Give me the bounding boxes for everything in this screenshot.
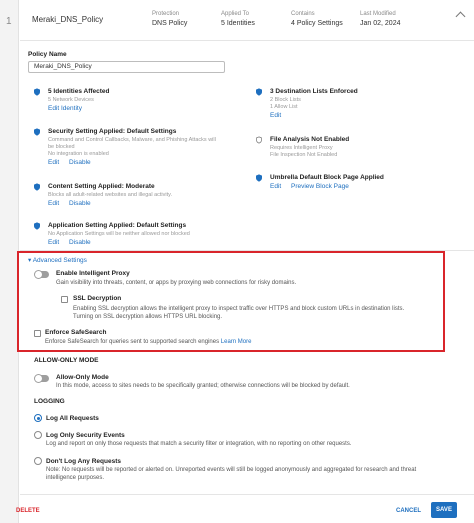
- delete-button[interactable]: DELETE: [16, 508, 40, 514]
- feature-destinations-sub2: 1 Allow List: [270, 104, 298, 110]
- log-security-events-title: Log Only Security Events: [46, 432, 125, 439]
- enforce-safesearch-checkbox[interactable]: [34, 330, 41, 337]
- dont-log-desc1: Note: No requests will be reported or alerted on. Unreported events will still be logged anonymously and aggregated for research and threat: [46, 467, 417, 473]
- disable-application-link[interactable]: Disable: [69, 239, 91, 246]
- policy-name-input[interactable]: Meraki_DNS_Policy: [28, 61, 225, 73]
- applied-to-value: 5 Identities: [221, 20, 255, 27]
- feature-identities-sub: 5 Network Devices: [48, 97, 94, 103]
- log-all-requests-radio[interactable]: [34, 414, 42, 422]
- disable-content-link[interactable]: Disable: [69, 200, 91, 207]
- allow-only-toggle[interactable]: [35, 375, 49, 382]
- enforce-safesearch-desc: Enforce SafeSearch for queries sent to supported search engines: [45, 339, 220, 345]
- footer-divider: [20, 494, 474, 495]
- shield-icon: [34, 183, 40, 191]
- feature-file-analysis-title: File Analysis Not Enabled: [270, 136, 350, 143]
- preview-block-page-link[interactable]: Preview Block Page: [291, 183, 349, 190]
- allow-only-heading: ALLOW-ONLY MODE: [34, 357, 99, 364]
- shield-icon: [34, 128, 40, 136]
- feature-content-title: Content Setting Applied: Moderate: [48, 183, 155, 190]
- protection-label: Protection: [152, 11, 180, 17]
- applied-to-label: Applied To: [221, 11, 249, 17]
- feature-security-title: Security Setting Applied: Default Settings: [48, 128, 177, 135]
- feature-security-sub2: be blocked: [48, 144, 75, 150]
- intelligent-proxy-toggle[interactable]: [35, 271, 49, 278]
- edit-security-link[interactable]: Edit: [48, 159, 60, 166]
- ssl-decryption-checkbox[interactable]: [61, 296, 68, 303]
- intelligent-proxy-desc: Gain visibility into threats, content, or apps by proxying web connections for risky domains.: [56, 280, 297, 286]
- shield-icon: [256, 88, 262, 96]
- save-button[interactable]: SAVE: [431, 502, 457, 518]
- feature-security-sub3: No integration is enabled: [48, 151, 109, 157]
- advanced-settings-label: Advanced Settings: [32, 257, 87, 264]
- edit-content-link[interactable]: Edit: [48, 200, 60, 207]
- dont-log-title: Don't Log Any Requests: [46, 458, 121, 465]
- disable-security-link[interactable]: Disable: [69, 159, 91, 166]
- edit-block-page-link[interactable]: Edit: [270, 183, 282, 190]
- applied-to-column: [221, 10, 255, 29]
- feature-umbrella-title: Umbrella Default Block Page Applied: [270, 174, 384, 181]
- shield-icon: [256, 174, 262, 182]
- edit-identity-link[interactable]: Edit Identity: [48, 105, 82, 112]
- shield-icon: [34, 88, 40, 96]
- contains-value: 4 Policy Settings: [291, 20, 343, 27]
- feature-identities-title: 5 Identities Affected: [48, 88, 110, 95]
- feature-destinations-title: 3 Destination Lists Enforced: [270, 88, 358, 95]
- feature-file-analysis-sub2: File Inspection Not Enabled: [270, 152, 338, 158]
- allow-only-desc: In this mode, access to sites needs to be specifically granted; otherwise connections will be blocked by default.: [56, 383, 350, 389]
- dont-log-radio[interactable]: [34, 457, 42, 465]
- log-all-requests-title: Log All Requests: [46, 415, 99, 422]
- shield-icon: [34, 222, 40, 230]
- feature-application-title: Application Setting Applied: Default Settings: [48, 222, 187, 229]
- logging-heading: LOGGING: [34, 398, 65, 405]
- last-modified-label: Last Modified: [360, 11, 396, 17]
- ssl-decryption-desc2: Turning on SSL decryption allows HTTPS URL blocking.: [73, 314, 223, 320]
- protection-column: [152, 10, 187, 29]
- edit-application-link[interactable]: Edit: [48, 239, 60, 246]
- contains-label: Contains: [291, 11, 315, 17]
- chevron-up-icon[interactable]: [456, 12, 466, 22]
- cancel-button[interactable]: CANCEL: [396, 508, 421, 514]
- feature-security-sub1: Command and Control Callbacks, Malware, and Phishing Attacks will: [48, 137, 216, 143]
- feature-destinations-sub1: 2 Block Lists: [270, 97, 301, 103]
- last-modified-value: Jan 02, 2024: [360, 20, 401, 27]
- learn-more-link[interactable]: Learn More: [220, 339, 252, 345]
- allow-only-title: Allow-Only Mode: [56, 374, 109, 381]
- policy-header-name: Meraki_DNS_Policy: [32, 15, 104, 24]
- advanced-settings-toggle[interactable]: [28, 256, 87, 264]
- feature-application-sub: No Application Settings will be neither allowed nor blocked: [48, 231, 190, 237]
- intelligent-proxy-title: Enable Intelligent Proxy: [56, 270, 130, 277]
- log-security-events-desc: Log and report on only those requests that match a security filter or integration, with no reporting on other requests.: [46, 441, 352, 447]
- ssl-decryption-desc1: Enabling SSL decryption allows the intelligent proxy to inspect traffic over HTTPS and block custom URLs in destination lists.: [73, 306, 405, 312]
- log-security-events-radio[interactable]: [34, 431, 42, 439]
- caret-down-icon: ▾: [28, 257, 32, 264]
- policy-header[interactable]: [20, 0, 474, 41]
- ssl-decryption-title: SSL Decryption: [73, 295, 122, 302]
- feature-file-analysis-sub1: Requires Intelligent Proxy: [270, 145, 333, 151]
- edit-destinations-link[interactable]: Edit: [270, 112, 282, 119]
- protection-value: DNS Policy: [152, 20, 188, 27]
- row-number: 1: [6, 16, 12, 27]
- policy-name-label: Policy Name: [28, 51, 67, 58]
- enforce-safesearch-desc-line: [45, 338, 251, 346]
- contains-column: [291, 10, 343, 29]
- shield-outline-icon: [256, 136, 262, 144]
- last-modified-column: [360, 10, 400, 29]
- dont-log-desc2: intelligence purposes.: [46, 475, 105, 481]
- feature-content-sub: Blocks all adult-related websites and illegal activity.: [48, 192, 173, 198]
- enforce-safesearch-title: Enforce SafeSearch: [45, 329, 107, 336]
